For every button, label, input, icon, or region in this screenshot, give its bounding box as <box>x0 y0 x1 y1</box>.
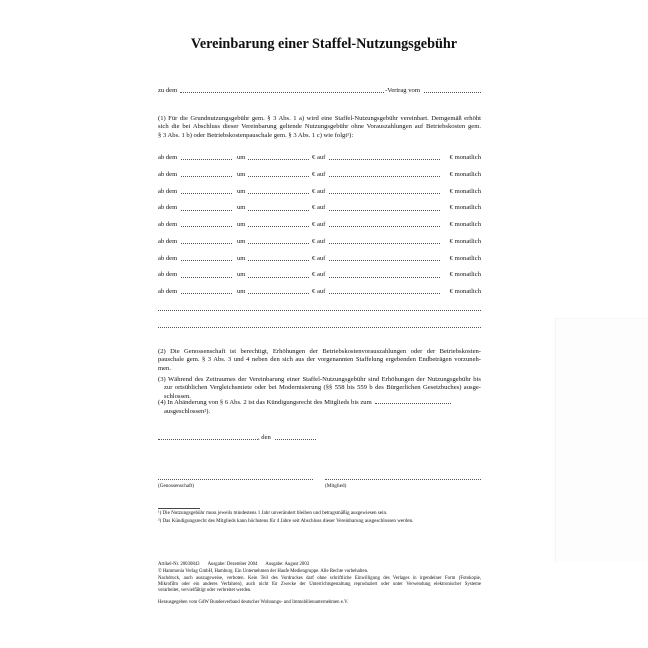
ab-dem-label: ab dem <box>158 154 178 161</box>
eur-monatlich-label: € monatlich <box>449 271 481 279</box>
increase-blank <box>248 193 309 194</box>
staffel-row <box>158 188 481 196</box>
increase-blank <box>248 260 309 261</box>
imprint-publisher: Herausgegeben vom GdW Bundesverband deutscher Wohnungs- und Immobilienunternehmen e.V. <box>158 600 349 606</box>
section-1-line: sich die bei Abschluss dieser Vereinbarung geltende Nutzungsgebühr ohne Vorauszahlungen auf Betriebskosten gem. <box>158 123 481 130</box>
section-3-line: zur ortsüblichen Vergleichsmiete oder bei Modernisierung (§§ 558 bis 559 b des Bürgerlichen Gesetzbuches) ausge- <box>164 384 481 391</box>
increase-blank <box>248 277 309 278</box>
eur-monatlich-label: € monatlich <box>449 154 481 161</box>
um-label: um <box>237 288 246 295</box>
place-blank <box>158 439 258 440</box>
article-number: Artikel-Nr. 20030843 <box>158 562 200 568</box>
amount-blank <box>329 243 440 244</box>
den-label: , den <box>258 433 271 441</box>
ab-dem-label: ab dem <box>158 221 178 228</box>
contract-type-blank <box>180 92 384 93</box>
signature-genossenschaft-label: (Genossenschaft) <box>158 483 195 489</box>
section-4-text: (4) In Abänderung von § 6 Abs. 2 ist das Kündigungsrecht des Mitglieds bis zum <box>158 399 372 406</box>
signature-mitglied-line <box>325 479 481 480</box>
document-title: Vereinbarung einer Staffel-Nutzungsgebühr <box>190 36 458 52</box>
date-blank <box>181 293 232 294</box>
section-1-line: § 3 Abs. 1 b) oder Betriebskostenpauschale gem. § 3 Abs. 1 c) wie folgt¹): <box>158 131 354 139</box>
imprint-copyright: © Hammonia Verlag GmbH, Hamburg. Ein Unternehmen der Haufe Mediengruppe. Alle Rechte vorbehalten. <box>158 568 369 574</box>
page-shading <box>555 318 648 562</box>
eur-auf-label: € auf <box>312 271 326 279</box>
ab-dem-label: ab dem <box>158 237 178 245</box>
amount-blank <box>329 293 440 294</box>
eur-auf-label: € auf <box>312 254 326 262</box>
amount-blank <box>329 193 440 194</box>
termination-date-blank <box>375 403 451 404</box>
imprint-notice-line: verarbeitet, vervielfältigt oder verbreitet werden. <box>158 588 252 594</box>
free-text-blank <box>158 310 481 311</box>
staffel-row <box>158 221 481 229</box>
date-blank <box>275 439 316 440</box>
amount-blank <box>329 277 440 278</box>
ab-dem-label: ab dem <box>158 187 178 195</box>
amount-blank <box>329 210 440 211</box>
um-label: um <box>237 170 246 178</box>
um-label: um <box>237 254 246 262</box>
increase-blank <box>248 176 309 177</box>
staffel-row <box>158 271 481 279</box>
footnote: ²) Das Kündigungsrecht des Mitglieds kann höchstens für 4 Jahre seit Abschluss dieser Vereinbarung ausgeschlossen werden. <box>158 517 414 524</box>
vertrag-vom-label: -Vertrag vom <box>385 86 420 94</box>
imprint-article-line <box>158 562 481 568</box>
section-3-line: (3) Während des Zeitraumes der Vereinbarung einer Staffel-Nutzungsgebühr sind Erhöhungen der Nutzungsgebühr bis <box>158 375 481 383</box>
date-blank <box>181 260 232 261</box>
amount-blank <box>329 176 440 177</box>
um-label: um <box>237 221 246 228</box>
eur-monatlich-label: € monatlich <box>449 288 481 295</box>
eur-auf-label: € auf <box>312 154 326 161</box>
eur-auf-label: € auf <box>312 204 326 212</box>
eur-monatlich-label: € monatlich <box>449 221 481 228</box>
date-blank <box>181 176 232 177</box>
ab-dem-label: ab dem <box>158 254 178 262</box>
increase-blank <box>248 210 309 211</box>
place-date-line <box>158 434 481 442</box>
ab-dem-label: ab dem <box>158 170 178 178</box>
eur-auf-label: € auf <box>312 170 326 178</box>
um-label: um <box>237 271 246 279</box>
imprint-notice-line: Mikrofilm oder ein anderes Verfahren), auch nicht für Zwecke der Unterrichtsgestaltung reproduziert oder unter Verwendung elektronischer Systeme <box>158 582 481 588</box>
eur-auf-label: € auf <box>312 221 326 228</box>
increase-blank <box>248 293 309 294</box>
section-4-line: ausgeschlossen²). <box>164 407 211 415</box>
signature-genossenschaft-line <box>158 479 313 480</box>
eur-monatlich-label: € monatlich <box>449 237 481 245</box>
section-2-line: (2) Die Genossenschaft ist berechtigt, Erhöhungen der Betriebskostenvorauszahlungen oder der Betriebskosten- <box>158 347 481 355</box>
eur-monatlich-label: € monatlich <box>449 170 481 178</box>
zu-dem-label: zu dem <box>158 86 178 94</box>
um-label: um <box>237 204 246 212</box>
eur-auf-label: € auf <box>312 237 326 245</box>
edition-label: Ausgabe: August 2003 <box>265 562 310 568</box>
amount-blank <box>329 159 440 160</box>
edition-label: Ausgabe: Dezember 2004 <box>207 562 258 568</box>
increase-blank <box>248 226 309 227</box>
date-blank <box>181 277 232 278</box>
increase-blank <box>248 243 309 244</box>
staffel-row <box>158 255 481 263</box>
imprint-notice-line: Nachdruck, auch auszugsweise, verboten. Kein Teil des Vordruckes darf ohne schriftliche Einwilligung des Verlages in irgendeiner Form (Fotokopie, <box>158 576 481 582</box>
increase-blank <box>248 159 309 160</box>
um-label: um <box>237 237 246 245</box>
section-2-line: pauschale gem. § 3 Abs. 3 und 4 neben den sich aus der vorgenannten Staffelung ergebenden Endbeträgen vorzuneh- <box>158 356 481 363</box>
free-text-blank <box>158 327 481 328</box>
section-3-line: schlossen. <box>164 392 191 400</box>
um-label: um <box>237 187 246 195</box>
section-4-line <box>158 399 481 407</box>
date-blank <box>181 193 232 194</box>
um-label: um <box>237 154 246 161</box>
date-blank <box>181 210 232 211</box>
staffel-row <box>158 204 481 212</box>
contract-line <box>158 87 481 95</box>
section-2-line: men. <box>158 364 172 372</box>
eur-auf-label: € auf <box>312 288 326 295</box>
amount-blank <box>329 260 440 261</box>
staffel-row <box>158 171 481 179</box>
amount-blank <box>329 226 440 227</box>
contract-date-blank <box>424 92 481 93</box>
date-blank <box>181 226 232 227</box>
ab-dem-label: ab dem <box>158 204 178 212</box>
ab-dem-label: ab dem <box>158 271 178 279</box>
staffel-row <box>158 238 481 246</box>
eur-auf-label: € auf <box>312 187 326 195</box>
eur-monatlich-label: € monatlich <box>449 187 481 195</box>
date-blank <box>181 243 232 244</box>
eur-monatlich-label: € monatlich <box>449 254 481 262</box>
section-1-line: (1) Für die Grundnutzungsgebühr gem. § 3 Abs. 1 a) wird eine Staffel-Nutzungsgebühr vereinbart. Demgemäß erhöht <box>158 114 481 122</box>
date-blank <box>181 159 232 160</box>
footnote: ¹) Die Nutzungsgebühr muss jeweils mindestens 1 Jahr unverändert bleiben und betragsmäßig ausgewiesen sein. <box>158 509 388 516</box>
ab-dem-label: ab dem <box>158 288 178 295</box>
staffel-row <box>158 154 481 162</box>
signature-mitglied-label: (Mitglied) <box>325 483 347 489</box>
eur-monatlich-label: € monatlich <box>449 204 481 212</box>
staffel-row <box>158 288 481 296</box>
